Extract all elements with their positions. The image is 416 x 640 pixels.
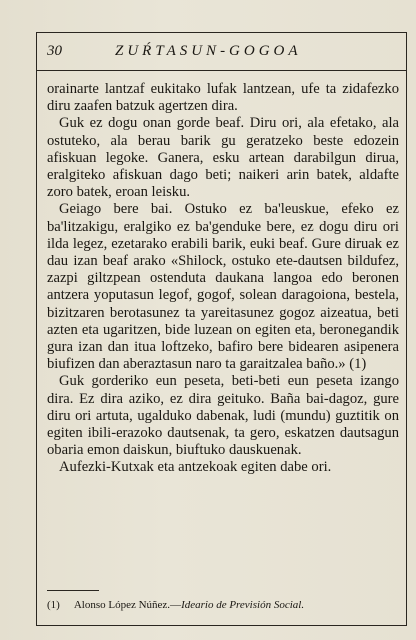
- footnote-marker: (1): [47, 599, 60, 611]
- paragraph: Guk ez dogu onan gorde beaf. Diru ori, ala efetako, ala ostuteko, ala berau barik gu geratzeko beste edozein afiskuan legoke. Ganera, esku artean darabilgun dirua, eralgiteko afiskuan dago beti; naikeri arin batek, aldafte zoro batek, eroan leisku.: [47, 115, 399, 201]
- footnote: [47, 599, 399, 611]
- footnote-author: Alonso López Núñez.—: [73, 599, 182, 611]
- footnote-rule: [47, 590, 99, 591]
- paragraph: Geiago bere bai. Ostuko ez ba'leuskue, efeko ez ba'litzakigu, eralgiko ez ba'genduke bere, ez dogu diru ori ilda legez, ezetarako erabili barik, euki beaf. Gure diruak ez dau izan beaf arako «Shilock, ostuko ete-dautsen bildufez, zazpi giltzpean ostenduta daukana langoa edo beronen antzera yoputasun legof, gogof, solean daragoiona, bestela, bizitzaren berotasunez ta yareitasunez gogoz aizeatua, beti azten eta ugaritzen, bide luzean on egiten eta, beronegandik gura izan dan itua loftzeko, bafiro bere bidearen asipenera biufizen dan aberaztasun naro ta garaitzalea baño.» (1): [47, 201, 399, 373]
- page-frame: [36, 32, 407, 626]
- page-number: 30: [47, 43, 62, 59]
- body-text: [47, 81, 399, 477]
- paragraph: Guk gorderiko eun peseta, beti-beti eun peseta izango dira. Ez dira aziko, ez dira geituko. Baña bai-dagoz, gure diru ori artuta, ugalduko dabenak, ludi (mundu) guztitik on egiten ibili-erazoko dautsenak, ta gero, eskatzen dautsagun obaria emon daiskun, biuftuko dauskuenak.: [47, 373, 399, 459]
- paragraph-continuation: orainarte lantzaf eukitako lufak lantzean, ufe ta zidafezko diru zaafen batzuk agertzen dira.: [47, 81, 399, 115]
- paragraph: Aufezki-Kutxak eta antzekoak egiten dabe ori.: [59, 459, 332, 476]
- footnote-work: Ideario de Previsión Social.: [181, 599, 305, 611]
- page-header: [37, 33, 406, 71]
- running-title: ZUŔTASUN-GOGOA: [115, 43, 302, 59]
